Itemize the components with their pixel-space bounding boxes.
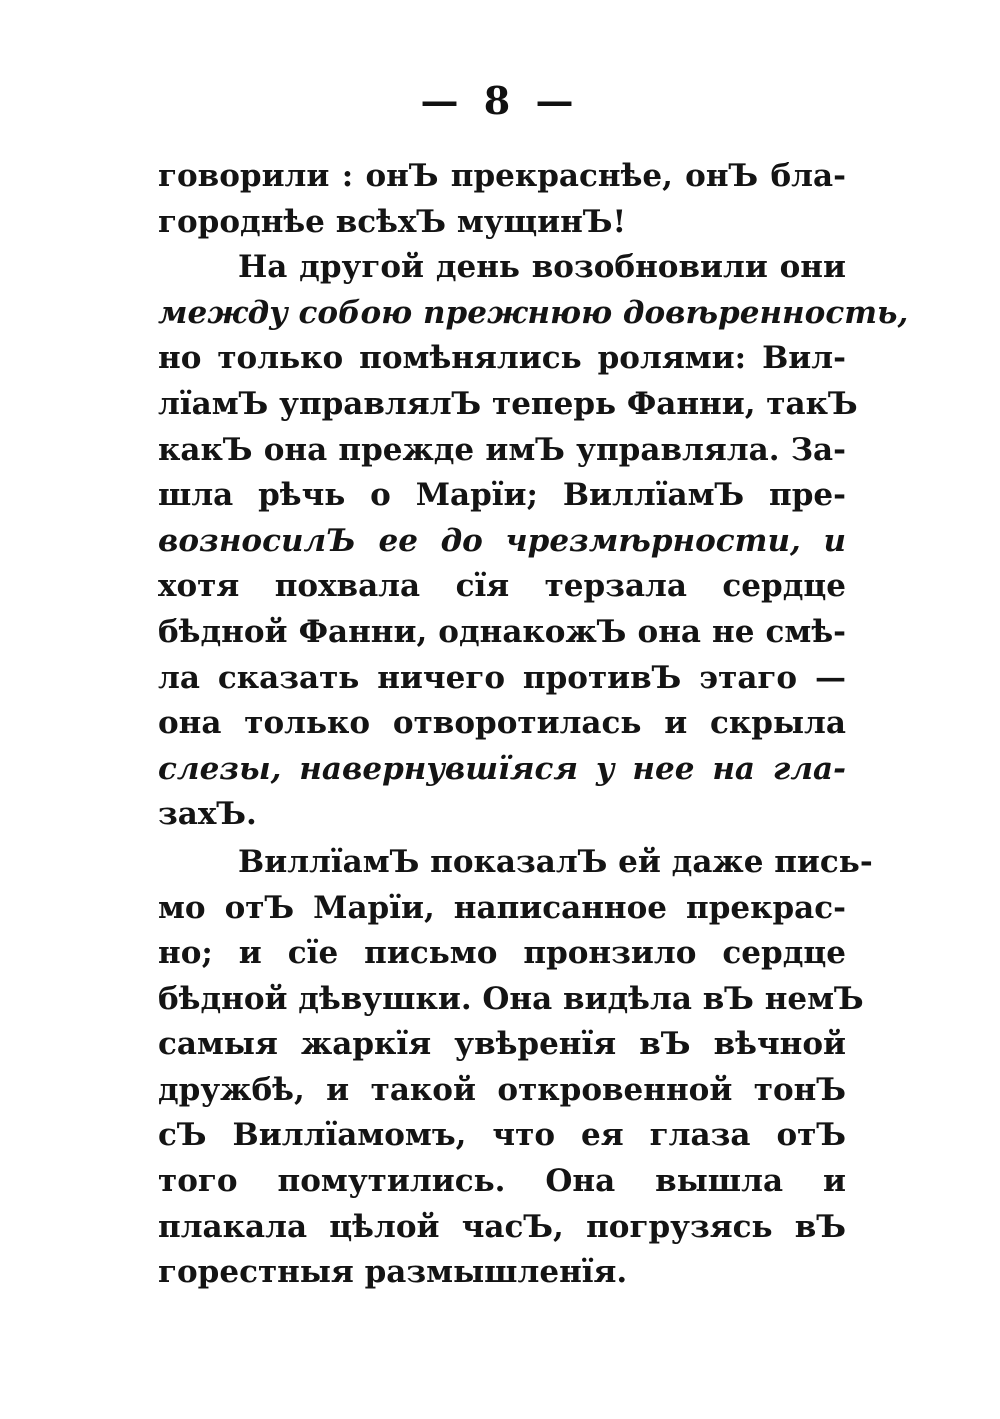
- page-number: — 8 —: [420, 78, 580, 123]
- text-line: хотя похвала сїя терзала сердце: [158, 568, 846, 605]
- text-line: ВиллїамЪ показалЪ ей даже пись-: [238, 843, 873, 880]
- text-line: городнѣе всѣхЪ мущинЪ!: [158, 203, 627, 240]
- text-line: какЪ она прежде имЪ управляла. За-: [158, 431, 846, 468]
- text-line: шла рѣчь о Марїи; ВиллїамЪ пре-: [158, 477, 846, 514]
- text-line: дружбѣ, и такой откровенной тонЪ: [158, 1071, 846, 1108]
- text-line: возносилЪ ее до чрезмѣрности, и: [158, 522, 846, 559]
- text-line: плакала цѣлой часЪ, погрузясь вЪ: [158, 1208, 846, 1245]
- text-line: она только отворотилась и скрыла: [158, 705, 846, 742]
- text-line: говорили : онЪ прекраснѣе, онЪ бла-: [158, 158, 846, 194]
- text-line: мо отЪ Марїи, написанное прекрас-: [158, 889, 846, 926]
- text-line: бѣдной дѣвушки. Она видѣла вЪ немЪ: [158, 980, 864, 1017]
- text-line: бѣдной Фанни, однакожЪ она не смѣ-: [158, 613, 846, 650]
- text-line: ла сказать ничего противЪ этаго —: [158, 659, 846, 696]
- text-line: того помутились. Она вышла и: [158, 1163, 846, 1200]
- text-line: лїамЪ управлялЪ теперь Фанни, такЪ: [158, 385, 858, 422]
- text-line: но; и сїе письмо пронзило сердце: [158, 935, 846, 972]
- text-line: захЪ.: [158, 796, 257, 833]
- text-line: На другой день возобновили они: [238, 249, 846, 286]
- text-line: слезы, навернувшїяся у нее на гла-: [158, 750, 846, 787]
- page-body-text: [158, 154, 909, 1296]
- text-line: самыя жаркїя увѣренїя вЪ вѣчной: [158, 1026, 846, 1063]
- text-line: горестныя размышленїя.: [158, 1254, 628, 1291]
- text-line: сЪ Виллїамомъ, что ея глаза отЪ: [158, 1117, 846, 1154]
- text-line: но только помѣнялись ролями: Вил-: [158, 340, 846, 377]
- text-line: между собою прежнюю довѣренность,: [158, 294, 909, 331]
